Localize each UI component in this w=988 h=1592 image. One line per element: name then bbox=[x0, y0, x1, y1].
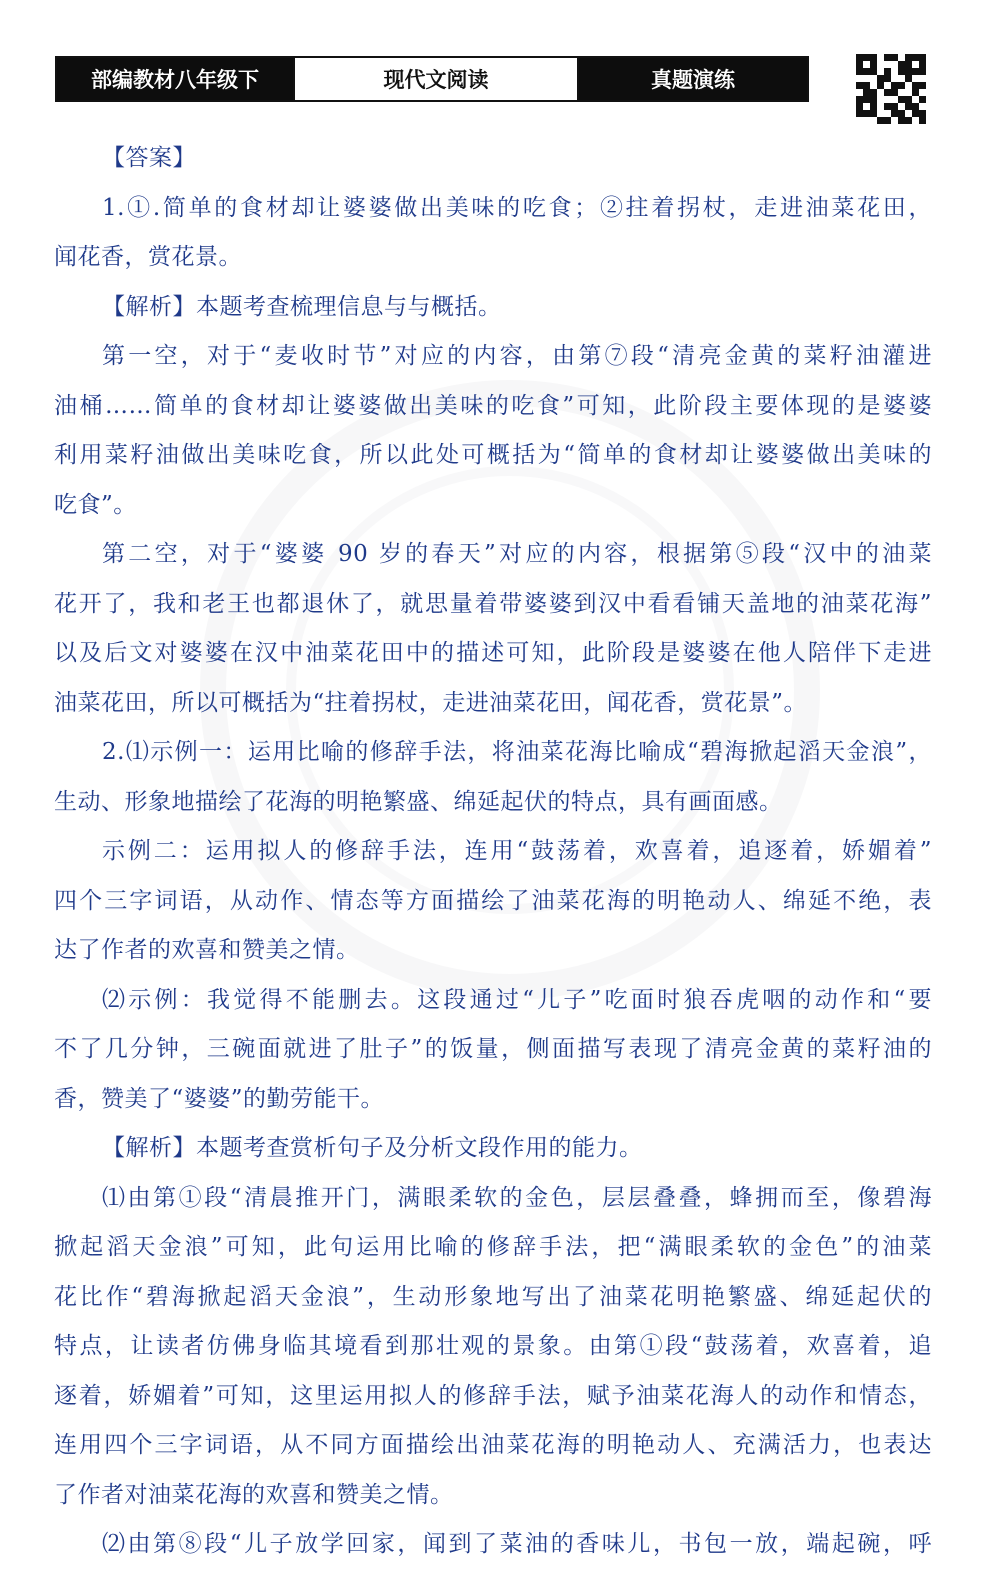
text-line: 闻花香，赏花景。 bbox=[54, 244, 242, 270]
text-line: ⑴由第①段“清晨推开门，满眼柔软的金色，层层叠叠，蜂拥而至，像碧海 bbox=[102, 1184, 932, 1211]
header-textbook-label: 部编教材八年级下 bbox=[57, 58, 293, 100]
text-line: 四个三字词语，从动作、情态等方面描绘了油菜花海的明艳动人、绵延不绝，表 bbox=[54, 887, 932, 914]
text-line: 以及后文对婆婆在汉中油菜花田中的描述可知，此阶段是婆婆在他人陪伴下走进 bbox=[54, 640, 932, 666]
qr-code-icon bbox=[856, 54, 926, 124]
text-line: 掀起滔天金浪”可知，此句运用比喻的修辞手法，把“满眼柔软的金色”的油菜 bbox=[54, 1234, 932, 1260]
text-line: ⑵由第⑧段“儿子放学回家，闻到了菜油的香味儿，书包一放，端起碗，呼 bbox=[102, 1531, 932, 1557]
text-line: 生动、形象地描绘了花海的明艳繁盛、绵延起伏的特点，具有画面感。 bbox=[54, 788, 783, 815]
text-line: 不了几分钟，三碗面就进了肚子”的饭量，侧面描写表现了清亮金黄的菜籽油的 bbox=[54, 1036, 932, 1062]
text-line: ⑵示例：我觉得不能删去。这段通过“儿子”吃面时狼吞虎咽的动作和“要 bbox=[102, 986, 932, 1013]
text-line: 示例二：运用拟人的修辞手法，连用“鼓荡着，欢喜着，追逐着，娇媚着” bbox=[102, 838, 932, 864]
text-line: 第二空，对于“婆婆 90 岁的春天”对应的内容，根据第⑤段“汉中的油菜 bbox=[102, 541, 932, 567]
answer-content bbox=[54, 134, 932, 1570]
text-line: 吃食”。 bbox=[54, 491, 137, 518]
text-line: 花比作“碧海掀起滔天金浪”，生动形象地写出了油菜花明艳繁盛、绵延起伏的 bbox=[54, 1283, 932, 1310]
text-line: 1.①.简单的食材却让婆婆做出美味的吃食；②拄着拐杖，走进油菜花田， bbox=[102, 194, 932, 221]
header-practice-label: 真题演练 bbox=[579, 58, 807, 100]
text-line: 2.⑴示例一：运用比喻的修辞手法，将油菜花海比喻成“碧海掀起滔天金浪”， bbox=[102, 739, 932, 765]
text-line: 香，赞美了“婆婆”的勤劳能干。 bbox=[54, 1085, 385, 1112]
text-line: 达了作者的欢喜和赞美之情。 bbox=[54, 937, 360, 963]
text-line: 油桶……简单的食材却让婆婆做出美味的吃食”可知，此阶段主要体现的是婆婆 bbox=[54, 392, 932, 419]
header-section-label: 现代文阅读 bbox=[293, 58, 579, 100]
text-line: 特点，让读者仿佛身临其境看到那壮观的景象。由第①段“鼓荡着，欢喜着，追 bbox=[54, 1333, 932, 1359]
text-line: 花开了，我和老王也都退休了，就思量着带婆婆到汉中看看铺天盖地的油菜花海” bbox=[54, 590, 932, 617]
text-line: 【答案】 bbox=[102, 145, 196, 171]
text-line: 利用菜籽油做出美味吃食，所以此处可概括为“简单的食材却让婆婆做出美味的 bbox=[54, 442, 932, 468]
header-bar bbox=[55, 56, 809, 102]
text-line: 了作者对油菜花海的欢喜和赞美之情。 bbox=[54, 1481, 454, 1508]
text-line: 油菜花田，所以可概括为“拄着拐杖，走进油菜花田，闻花香，赏花景”。 bbox=[54, 689, 808, 716]
text-line: 第一空，对于“麦收时节”对应的内容，由第⑦段“清亮金黄的菜籽油灌进 bbox=[102, 343, 932, 369]
text-line: 【解析】本题考查赏析句子及分析文段作用的能力。 bbox=[102, 1135, 643, 1161]
text-line: 【解析】本题考查梳理信息与与概括。 bbox=[102, 293, 502, 320]
text-line: 逐着，娇媚着”可知，这里运用拟人的修辞手法，赋予油菜花海人的动作和情态， bbox=[54, 1382, 932, 1409]
text-line: 连用四个三字词语，从不同方面描绘出油菜花海的明艳动人、充满活力，也表达 bbox=[54, 1432, 932, 1458]
